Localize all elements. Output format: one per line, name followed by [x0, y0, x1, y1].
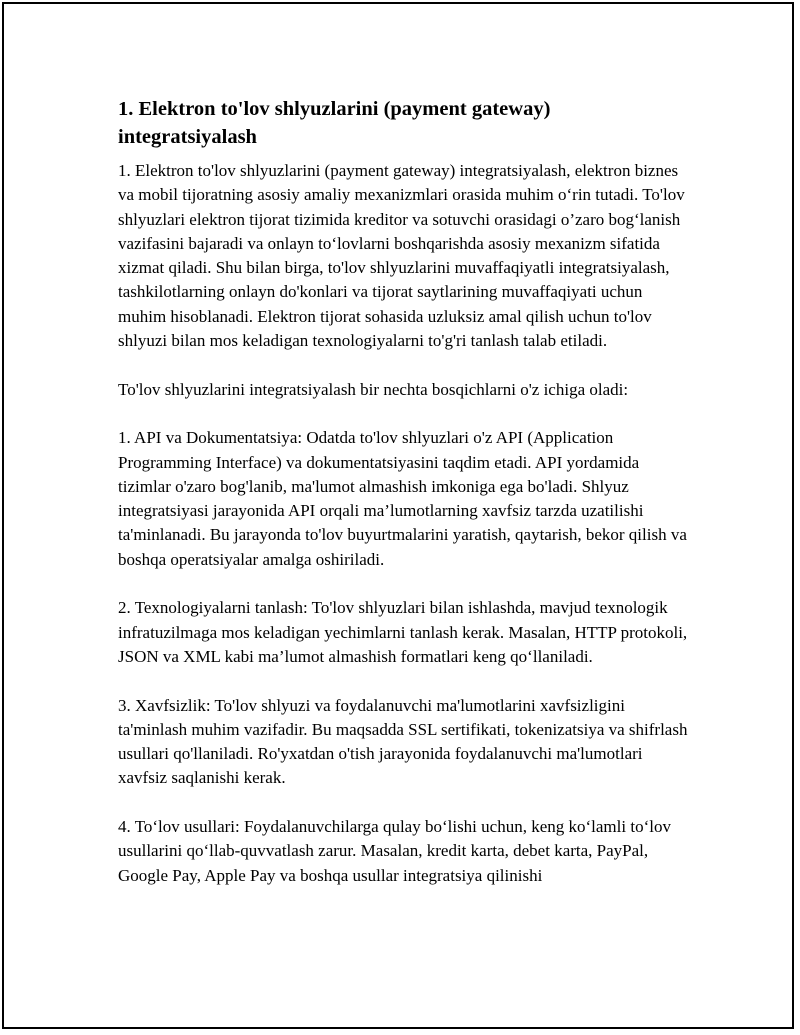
- paragraph-stages-lead: To'lov shlyuzlarini integratsiyalash bir nechta bosqichlarni o'z ichiga oladi:: [118, 379, 629, 399]
- document-heading: 1. Elektron to'lov shlyuzlarini (payment gateway) integratsiyalash: [118, 98, 551, 148]
- paragraph-payment-methods: 4. To‘lov usullari: Foydalanuvchilarga qulay bo‘lishi uchun, keng ko‘lamli to‘lov usullarini qo‘llab-quvvatlash zarur. Masalan, kredit karta, debet karta, PayPal, Google Pay, Apple Pay va boshqa usullar integratsiya qilinishi: [118, 817, 671, 885]
- paragraph-api-documentation: 1. API va Dokumentatsiya: Odatda to'lov shlyuzlari o'z API (Application Programming Interface) va dokumentatsiyasini taqdim etadi. API yordamida tizimlar o'zaro bog'lanib, ma'lumot almashish imkoniga ega bo'ladi. Shlyuz integratsiyasi jarayonida API orqali ma’lumotlarning xavfsiz tarzda uzatilishi ta'minlanadi. Bu jarayonda to'lov buyurtmalarini yaratish, qaytarish, bekor qilish va boshqa operatsiyalar amalga oshiriladi.: [118, 428, 687, 569]
- paragraph-technology-choice: 2. Texnologiyalarni tanlash: To'lov shlyuzlari bilan ishlashda, mavjud texnologik infratuzilmaga mos keladigan yechimlarni tanlash kerak. Masalan, HTTP protokoli, JSON va XML kabi ma’lumot almashish formatlari keng qo‘llaniladi.: [118, 598, 688, 666]
- paragraph-intro: 1. Elektron to'lov shlyuzlarini (payment gateway) integratsiyalash, elektron biznes va mobil tijoratning asosiy amaliy mexanizmlari orasida muhim o‘rin tutadi. To'lov shlyuzlari elektron tijorat tizimida kreditor va sotuvchi orasidagi o’zaro bog‘lanish vazifasini bajaradi va onlayn to‘lovlarni boshqarishda asosiy mexanizm sifatida xizmat qiladi. Shu bilan birga, to'lov shlyuzlarini muvaffaqiyatli integratsiyalash, tashkilotlarning onlayn do'konlari va tijorat saytlarining muvaffaqiyati uchun muhim hisoblanadi. Elektron tijorat sohasida uzluksiz amal qilish uchun to'lov shlyuzi bilan mos keladigan texnologiyalarni to'g'ri tanlash talab etiladi.: [118, 161, 685, 351]
- document-body: [118, 95, 688, 888]
- paragraph-security: 3. Xavfsizlik: To'lov shlyuzi va foydalanuvchi ma'lumotlarini xavfsizligini ta'minlash muhim vazifadir. Bu maqsadda SSL sertifikati, tokenizatsiya va shifrlash usullari qo'llaniladi. Ro'yxatdan o'tish jarayonida foydalanuvchi ma'lumotlari xavfsiz saqlanishi kerak.: [118, 695, 688, 788]
